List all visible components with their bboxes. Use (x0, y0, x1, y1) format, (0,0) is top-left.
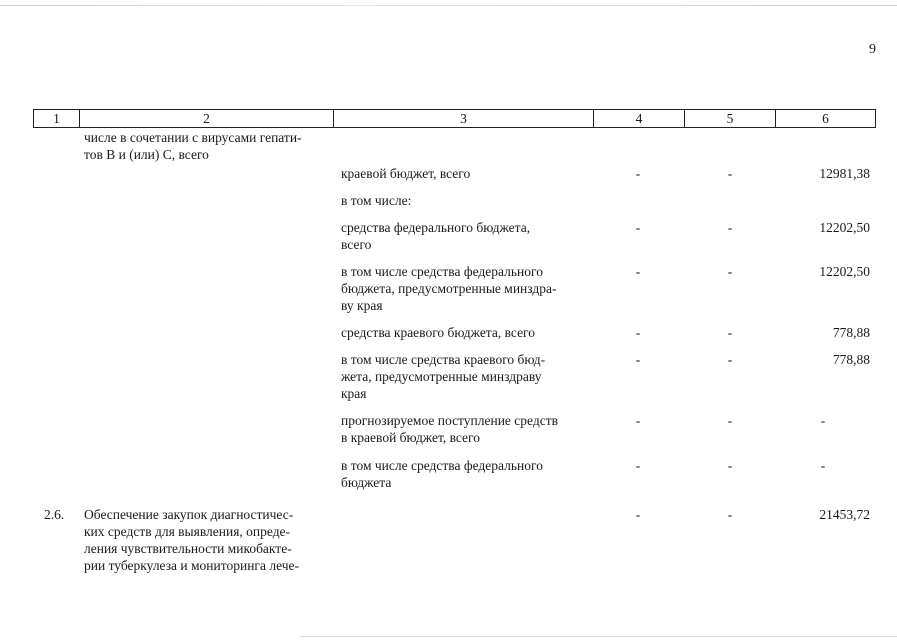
row-col3-line: всего (341, 237, 372, 252)
row-col3 (341, 165, 587, 182)
row-col6: 778,88 (832, 352, 870, 367)
header-col-4: 4 (594, 110, 685, 127)
row-col5: - (727, 325, 733, 340)
row-col6: 778,88 (832, 325, 870, 340)
continuation-line: тов В и (или) С, всего (84, 147, 209, 162)
header-col-3: 3 (334, 110, 594, 127)
row-col6: 12202,50 (819, 220, 870, 235)
row-col3-line: ву края (341, 298, 383, 313)
row-col3-line: краевой бюджет, всего (341, 166, 471, 181)
row-col3-line: средства краевого бюджета, всего (341, 325, 536, 340)
row-col5: - (727, 166, 733, 181)
row-col3 (341, 412, 587, 446)
row-col6: - (820, 458, 826, 473)
row-col5: - (727, 458, 733, 473)
row-col3-line: края (341, 386, 367, 401)
row-col3-line: в краевой бюджет, всего (341, 430, 480, 445)
item-description-line: рии туберкулеза и мониторинга лече- (84, 558, 300, 573)
row-col3 (341, 219, 587, 253)
item-number: 2.6. (44, 507, 65, 522)
row-col5: - (727, 413, 733, 428)
header-col-6: 6 (822, 111, 829, 126)
row-col3 (341, 324, 587, 341)
row-col5: - (727, 264, 733, 279)
continuation-text (84, 129, 330, 163)
row-col3 (341, 351, 587, 402)
header-col-5: 5 (685, 110, 776, 127)
row-col4: - (635, 264, 641, 279)
row-col4: - (635, 325, 641, 340)
row-col3-line: бюджета, предусмотренные минздра- (341, 281, 557, 296)
row-col3-line: в том числе: (341, 193, 412, 208)
item-description-line: ких средств для выявления, опреде- (84, 524, 291, 539)
header-col-1: 1 (34, 110, 80, 127)
row-col6: 12981,38 (819, 166, 870, 181)
row-col5: - (727, 220, 733, 235)
row-col3-line: прогнозируемое поступление средств (341, 413, 558, 428)
page-number: 9 (869, 42, 876, 57)
row-col5: - (727, 352, 733, 367)
row-col3-line: в том числе средства краевого бюд- (341, 352, 546, 367)
item-description-line: ления чувствительности микобакте- (84, 541, 292, 556)
item-description (84, 506, 330, 574)
row-col4: - (635, 458, 641, 473)
row-col3-line: бюджета (341, 475, 392, 490)
row-col3-line: в том числе средства федерального (341, 264, 543, 279)
row-col3-line: в том числе средства федерального (341, 458, 543, 473)
row-col4: - (635, 166, 641, 181)
row-col3-line: жета, предусмотренные минздраву (341, 369, 542, 384)
row-col6: - (820, 413, 826, 428)
item-col5: - (727, 507, 733, 522)
row-col4: - (635, 220, 641, 235)
row-col3 (341, 263, 587, 314)
table-header-row (33, 109, 876, 128)
row-col4: - (635, 413, 641, 428)
item-col4: - (635, 507, 641, 522)
row-col3 (341, 457, 587, 491)
continuation-line: числе в сочетании с вирусами гепати- (84, 130, 302, 145)
row-col3 (341, 192, 587, 209)
item-col6: 21453,72 (819, 507, 870, 522)
header-col-2: 2 (80, 110, 334, 127)
row-col4: - (635, 352, 641, 367)
scan-edge-bottom (300, 636, 897, 637)
item-description-line: Обеспечение закупок диагностичес- (84, 507, 294, 522)
row-col3-line: средства федерального бюджета, (341, 220, 531, 235)
scan-edge-top (0, 5, 897, 6)
row-col6: 12202,50 (819, 264, 870, 279)
